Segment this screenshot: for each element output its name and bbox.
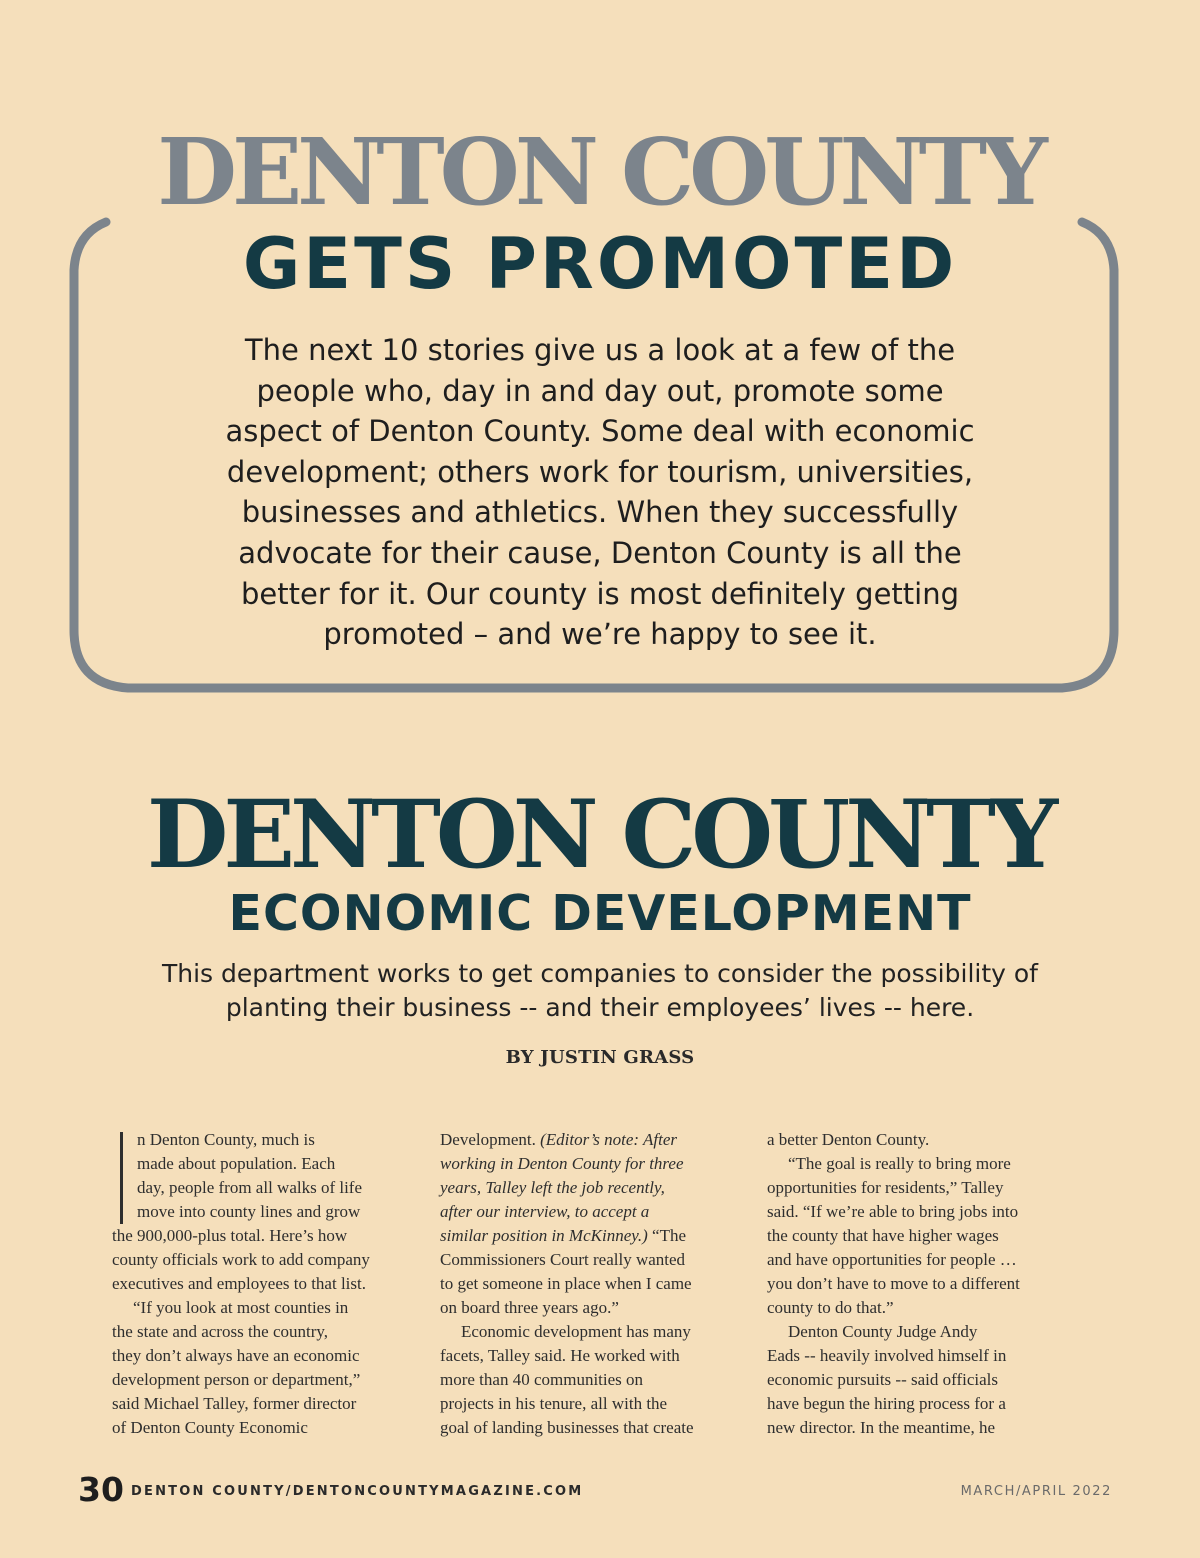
body-line: have begun the hiring process for a	[767, 1394, 1006, 1413]
body-line: the state and across the country,	[112, 1322, 329, 1341]
body-line: more than 40 communities on	[440, 1370, 644, 1389]
body-paragraph	[440, 1128, 750, 1320]
body-line: the 900,000-plus total. Here’s how	[112, 1226, 348, 1245]
intro-subtitle: GETS PROMOTED	[242, 223, 958, 305]
body-column-1	[112, 1128, 422, 1440]
body-line: county officials work to add company	[112, 1250, 370, 1269]
page-number: 30	[78, 1470, 124, 1509]
article-subtitle: ECONOMIC DEVELOPMENT	[228, 885, 972, 942]
editors-note: after our interview, to accept a	[440, 1202, 650, 1221]
article-deck	[90, 957, 1110, 1025]
body-paragraph	[767, 1320, 1077, 1440]
body-line: executives and employees to that list.	[112, 1274, 366, 1293]
footer-publication: DENTON COUNTY/DENTONCOUNTYMAGAZINE.COM	[131, 1484, 584, 1499]
body-line: new director. In the meantime, he	[767, 1418, 995, 1437]
body-line: Commissioners Court really wanted	[440, 1250, 686, 1269]
body-line: you don’t have to move to a different	[767, 1274, 1020, 1293]
body-line: they don’t always have an economic	[112, 1346, 360, 1365]
body-paragraph	[767, 1128, 1077, 1152]
body-line: to get someone in place when I came	[440, 1274, 692, 1293]
editors-note: working in Denton County for three	[440, 1154, 684, 1173]
intro-line: aspect of Denton County. Some deal with economic	[225, 414, 975, 449]
editors-note: similar position in McKinney.)	[440, 1226, 648, 1245]
body-line: “The goal is really to bring more	[788, 1154, 1011, 1173]
body-text: Development.	[440, 1130, 541, 1149]
byline: BY JUSTIN GRASS	[505, 1047, 695, 1068]
body-line: made about population. Each	[137, 1154, 336, 1173]
body-column-3	[767, 1128, 1077, 1440]
body-line: day, people from all walks of life	[137, 1178, 363, 1197]
editors-note: years, Talley left the job recently,	[440, 1178, 665, 1197]
intro-title: DENTON COUNTY	[157, 118, 1043, 226]
body-text: “The	[647, 1226, 687, 1245]
footer-issue-date: MARCH/APRIL 2022	[960, 1484, 1112, 1499]
body-paragraph	[440, 1320, 750, 1440]
body-line: said Michael Talley, former director	[112, 1394, 357, 1413]
editors-note: (Editor’s note: After	[540, 1130, 678, 1149]
body-line: county to do that.”	[767, 1298, 894, 1317]
body-line: said. “If we’re able to bring jobs into	[767, 1202, 1019, 1221]
deck-line: planting their business -- and their employees’ lives -- here.	[225, 993, 975, 1022]
body-line: move into county lines and grow	[137, 1202, 361, 1221]
intro-line: better for it. Our county is most definitely getting	[241, 576, 959, 611]
intro-line: people who, day in and day out, promote some	[256, 373, 944, 408]
body-paragraph	[767, 1152, 1077, 1320]
body-line: “If you look at most counties in	[133, 1298, 349, 1317]
body-line	[440, 1224, 750, 1248]
intro-line: promoted – and we’re happy to see it.	[323, 617, 877, 652]
body-line: economic pursuits -- said officials	[767, 1370, 999, 1389]
intro-line: businesses and athletics. When they successfully	[241, 495, 959, 530]
body-line: of Denton County Economic	[112, 1418, 308, 1437]
body-line: projects in his tenure, all with the	[440, 1394, 668, 1413]
body-column-2	[440, 1128, 750, 1440]
drop-cap	[120, 1132, 123, 1224]
intro-line: development; others work for tourism, universities,	[226, 454, 974, 489]
body-paragraph	[112, 1296, 422, 1440]
body-line: facets, Talley said. He worked with	[440, 1346, 680, 1365]
body-line: opportunities for residents,” Talley	[767, 1178, 1004, 1197]
body-line: Denton County Judge Andy	[788, 1322, 978, 1341]
intro-line: The next 10 stories give us a look at a few of the	[244, 333, 956, 367]
intro-paragraph	[170, 330, 1030, 655]
body-paragraph	[112, 1128, 422, 1296]
body-line: Eads -- heavily involved himself in	[767, 1346, 1007, 1365]
intro-line: advocate for their cause, Denton County is all the	[238, 535, 962, 570]
body-line: goal of landing businesses that create	[440, 1418, 694, 1437]
body-line: and have opportunities for people …	[767, 1250, 1017, 1269]
body-line: the county that have higher wages	[767, 1226, 999, 1245]
body-line: Economic development has many	[461, 1322, 691, 1341]
body-line: n Denton County, much is	[137, 1130, 315, 1149]
body-line: development person or department,”	[112, 1370, 361, 1389]
body-line	[440, 1128, 750, 1152]
body-line: on board three years ago.”	[440, 1298, 619, 1317]
deck-line: This department works to get companies to consider the possibility of	[162, 959, 1038, 988]
article-title: DENTON COUNTY	[146, 780, 1054, 890]
body-line: a better Denton County.	[767, 1130, 930, 1149]
